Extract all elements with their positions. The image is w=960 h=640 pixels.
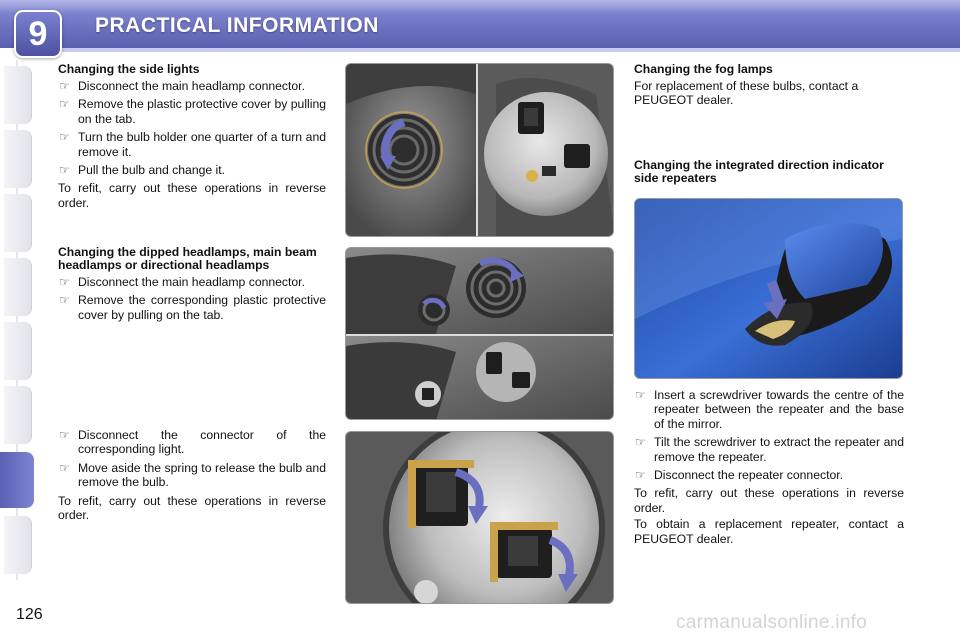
pointing-hand-icon: ☞ bbox=[635, 435, 646, 450]
header-underline bbox=[58, 48, 960, 52]
chapter-tab-3[interactable] bbox=[4, 194, 32, 252]
bulb-note: To refit, carry out these operations in reverse order. bbox=[58, 493, 326, 523]
repeaters-note-1: To refit, carry out these operations in reverse order. bbox=[634, 486, 904, 515]
pointing-hand-icon: ☞ bbox=[635, 468, 646, 483]
chapter-tab-6[interactable] bbox=[4, 386, 32, 444]
repeaters-step-3: ☞ Disconnect the repeater connector. bbox=[635, 468, 844, 483]
section-fog-lamps bbox=[634, 63, 904, 110]
headlamps-step-1: ☞ Disconnect the main headlamp connector. bbox=[59, 275, 305, 289]
bulb-step-1: ☞ Disconnect the connector of the corresponding light. bbox=[59, 428, 326, 457]
pointing-hand-icon: ☞ bbox=[59, 97, 70, 112]
page-number: 126 bbox=[16, 606, 43, 623]
photo-bulb-spring bbox=[345, 431, 614, 604]
side-lights-step-2: ☞ Remove the plastic protective cover by pulling on the tab. bbox=[59, 97, 326, 126]
side-lights-step-4: ☞ Pull the bulb and change it. bbox=[59, 163, 226, 178]
pointing-hand-icon: ☞ bbox=[59, 428, 70, 442]
chapter-tab-1[interactable] bbox=[4, 66, 32, 124]
pointing-hand-icon: ☞ bbox=[59, 79, 70, 93]
header-shine bbox=[0, 0, 960, 14]
page-title: PRACTICAL INFORMATION bbox=[95, 14, 379, 37]
chapter-badge: 9 bbox=[14, 10, 62, 58]
chapter-tab-9-active[interactable] bbox=[0, 452, 34, 508]
headlamps-step-2: ☞ Remove the corresponding plastic protective cover by pulling on the tab. bbox=[59, 293, 326, 322]
chapter-tab-4[interactable] bbox=[4, 258, 32, 316]
side-lights-step-1: ☞ Disconnect the main headlamp connector. bbox=[59, 79, 305, 93]
chapter-tab-strip bbox=[0, 60, 34, 580]
side-lights-note: To refit, carry out these operations in reverse order. bbox=[58, 181, 326, 210]
chapter-tab-5[interactable] bbox=[4, 322, 32, 380]
watermark: carmanualsonline.info bbox=[676, 612, 868, 633]
chapter-tab-10[interactable] bbox=[4, 516, 32, 574]
section-side-lights bbox=[58, 63, 326, 212]
section-bulb bbox=[58, 428, 326, 524]
fog-lamps-text: For replacement of these bulbs, contact a PEUGEOT dealer. bbox=[634, 79, 859, 108]
chapter-tab-2[interactable] bbox=[4, 130, 32, 188]
fog-lamps-heading: Changing the fog lamps bbox=[634, 62, 773, 76]
headlamps-heading: Changing the dipped headlamps, main beam headlamps or directional headlamps bbox=[58, 245, 317, 272]
pointing-hand-icon: ☞ bbox=[59, 275, 70, 289]
pointing-hand-icon: ☞ bbox=[59, 293, 70, 308]
repeaters-step-1: ☞ Insert a screwdriver towards the centre of the repeater between the repeater and the base of the mirror. bbox=[635, 388, 904, 431]
pointing-hand-icon: ☞ bbox=[59, 163, 70, 178]
pointing-hand-icon: ☞ bbox=[59, 130, 70, 145]
side-lights-step-3: ☞ Turn the bulb holder one quarter of a turn and remove it. bbox=[59, 130, 326, 159]
repeaters-heading: Changing the integrated direction indicator side repeaters bbox=[634, 158, 884, 185]
pointing-hand-icon: ☞ bbox=[59, 460, 70, 475]
pointing-hand-icon: ☞ bbox=[635, 388, 646, 402]
section-repeaters-heading bbox=[634, 159, 904, 188]
photo-side-repeater bbox=[634, 198, 903, 379]
repeaters-step-2: ☞ Tilt the screwdriver to extract the repeater and remove the repeater. bbox=[635, 435, 904, 464]
section-headlamps bbox=[58, 246, 326, 326]
bulb-step-2: ☞ Move aside the spring to release the bulb and remove the bulb. bbox=[59, 460, 326, 490]
photo-headlamp-covers bbox=[345, 247, 614, 420]
side-lights-heading: Changing the side lights bbox=[58, 62, 200, 76]
repeaters-note-2: To obtain a replacement repeater, contact a PEUGEOT dealer. bbox=[634, 517, 904, 546]
section-repeaters bbox=[634, 388, 904, 548]
photo-side-light-holder bbox=[345, 63, 614, 237]
